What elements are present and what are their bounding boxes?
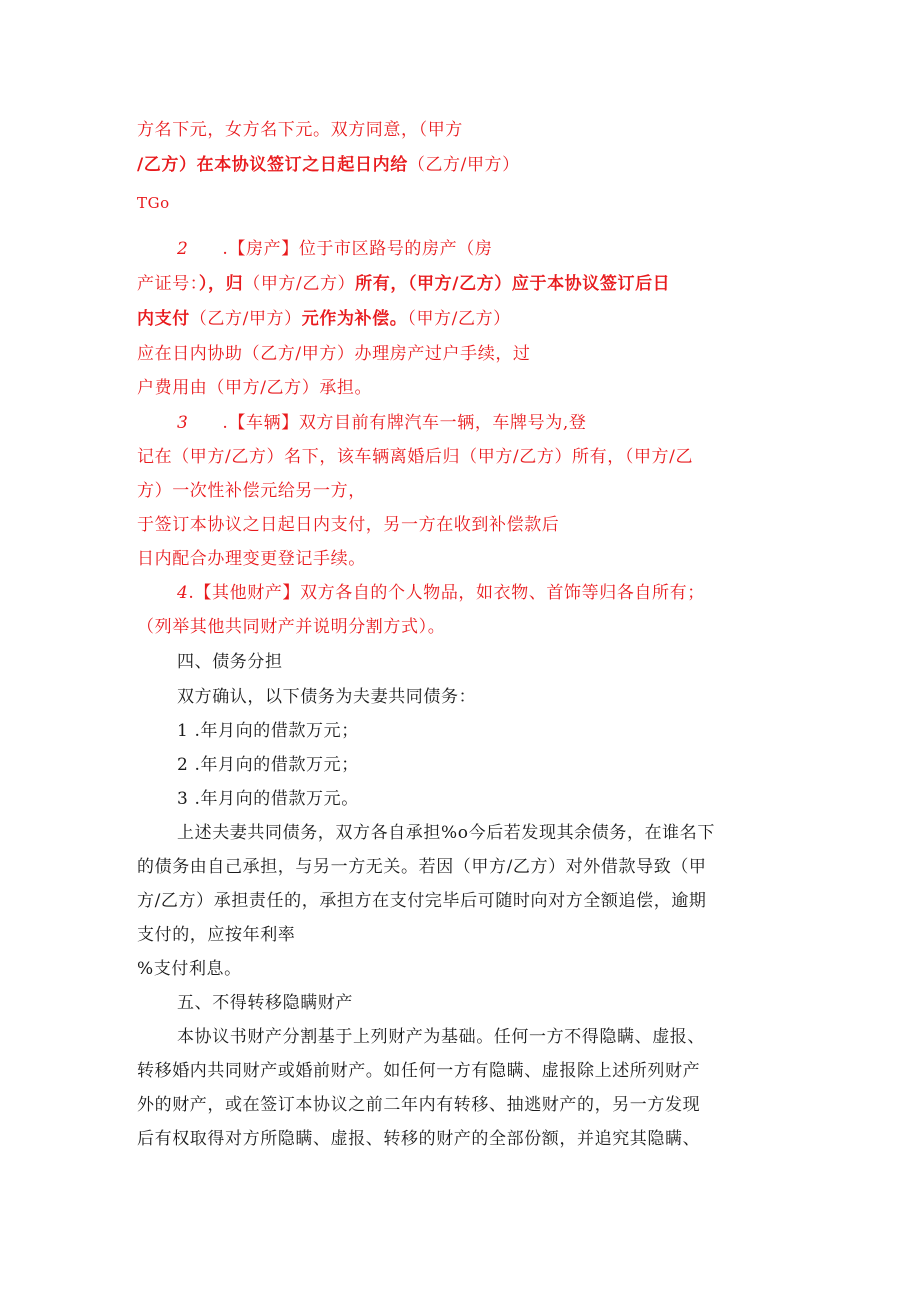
house-heading [177, 238, 492, 260]
text-span: 方/乙方）承担责任的，承担方在支付完毕后可随时向对方全额追偿，逾期 [137, 891, 707, 911]
item-number: 3 [177, 413, 189, 433]
heading-text: 五、不得转移隐瞒财产 [177, 993, 353, 1013]
bold-text-span: ），归 [198, 274, 244, 294]
text-span: %支付利息。 [137, 959, 242, 979]
text-span: 户费用由（甲方/乙方）承担。 [137, 378, 373, 398]
item-number: 3 [177, 789, 189, 809]
text-span: .年月向的借款万元； [194, 755, 359, 775]
car-text-line [137, 446, 693, 468]
item-number: 2 [177, 755, 189, 775]
debt-paragraph-line [137, 924, 295, 946]
car-text-line [137, 514, 559, 536]
text-span: （甲方/乙方） [407, 309, 511, 329]
section-heading-debt [177, 651, 283, 673]
house-text-line [137, 308, 511, 330]
text-span: .【其他财产】双方各自的个人物品，如衣物、首饰等归各自所有； [188, 583, 705, 603]
bold-text-span: 所有，（甲方/乙方）应于本协议签订后日 [355, 274, 671, 294]
house-text-line [137, 273, 670, 295]
concealment-paragraph-line [137, 1060, 700, 1082]
debt-intro [177, 686, 476, 708]
concealment-paragraph-line [177, 1026, 705, 1048]
property-text-line [137, 119, 463, 141]
debt-paragraph-line [137, 958, 242, 980]
text-span: .【房产】位于市区路号的房产（房 [222, 239, 493, 259]
text-span: （乙方/甲方） [189, 309, 302, 329]
other-property-heading [177, 582, 705, 604]
concealment-paragraph-line [137, 1128, 700, 1150]
text-span: 的债务由自己承担，与另一方无关。若因（甲方/乙方）对外借款导致（甲 [137, 857, 707, 877]
text-span: TGo [137, 194, 170, 212]
debt-paragraph-line [137, 890, 707, 912]
house-text-line [137, 343, 531, 365]
car-heading [177, 412, 586, 434]
text-span: 方）一次性补偿元给另一方， [137, 481, 366, 501]
bold-text-span: /乙方）在本协议签订之日起日内给 [137, 155, 408, 175]
property-text-line [137, 154, 520, 176]
text-span: （乙方/甲方） [407, 155, 520, 175]
debt-paragraph-line [177, 822, 715, 844]
text-span: .【车辆】双方目前有牌汽车一辆，车牌号为,登 [222, 413, 587, 433]
item-number: 2 [177, 239, 189, 259]
text-span: 记在（甲方/乙方）名下，该车辆离婚后归（甲方/乙方）所有，（甲方/乙 [137, 447, 694, 467]
text-span: 于签订本协议之日起日内支付，另一方在收到补偿款后 [137, 515, 560, 535]
text-span: 应在日内协助（乙方/甲方）办理房产过户手续，过 [137, 344, 531, 364]
text-span: 方名下元，女方名下元。双方同意，（甲方 [137, 120, 463, 140]
debt-item [177, 754, 359, 776]
text-span: （甲方/乙方） [243, 274, 356, 294]
debt-item [177, 720, 359, 742]
car-text-line [137, 480, 366, 502]
item-number: 1 [177, 721, 189, 741]
text-span: 上述夫妻共同债务，双方各自承担%o今后若发现其余债务，在谁名下 [177, 823, 715, 843]
text-span: 转移婚内共同财产或婚前财产。如任何一方有隐瞒、虚报除上述所列财产 [137, 1061, 701, 1081]
bold-text-span: 元作为补偿。 [301, 309, 408, 329]
text-span: 双方确认，以下债务为夫妻共同债务： [177, 687, 477, 707]
property-text-line [137, 192, 170, 214]
text-span: 后有权取得对方所隐瞒、虚报、转移的财产的全部份额，并追究其隐瞒、 [137, 1129, 701, 1149]
item-number: 4 [177, 583, 189, 603]
bold-text-span: 内支付 [137, 309, 190, 329]
text-span: （列举其他共同财产并说明分割方式）。 [137, 617, 446, 637]
text-span: .年月向的借款万元； [194, 721, 359, 741]
house-text-line [137, 377, 372, 399]
text-span: 外的财产，或在签订本协议之前二年内有转移、抽逃财产的，另一方发现 [137, 1095, 701, 1115]
debt-item [177, 788, 359, 810]
text-span: 日内配合办理变更登记手续。 [137, 549, 366, 569]
heading-text: 四、债务分担 [177, 652, 283, 672]
text-span: 本协议书财产分割基于上列财产为基础。任何一方不得隐瞒、虚报、 [177, 1027, 705, 1047]
debt-paragraph-line [137, 856, 707, 878]
text-span: 支付的，应按年利率 [137, 925, 296, 945]
section-heading-concealment [177, 992, 353, 1014]
car-text-line [137, 548, 366, 570]
concealment-paragraph-line [137, 1094, 700, 1116]
text-span: .年月向的借款万元。 [194, 789, 359, 809]
other-property-line [137, 616, 445, 638]
text-span: 产证号： [137, 274, 199, 294]
